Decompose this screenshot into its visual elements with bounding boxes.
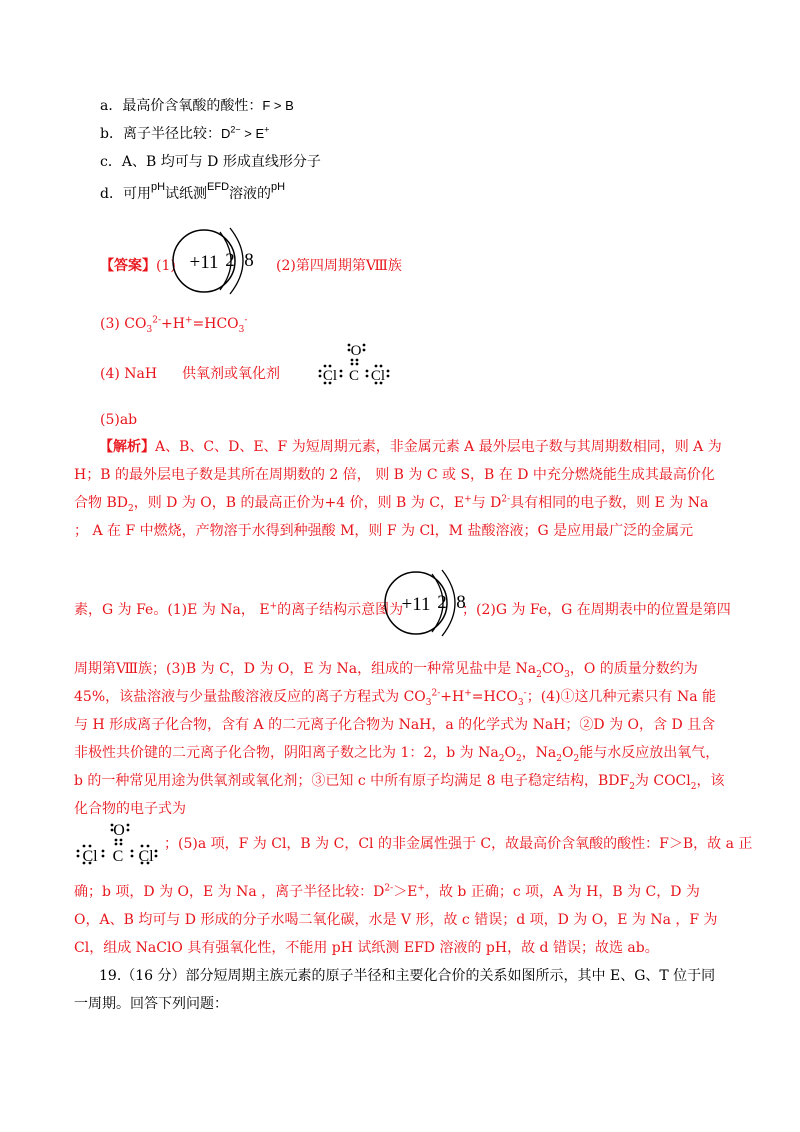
analysis-p1-sub: 2 [127,503,134,514]
analysis-p4: ；(5)a 项，F 为 Cl，B 为 C，Cl 的非金属性强于 C，故最高价含氧酸的酸性：F＞B，故 a 正 [164,836,753,852]
option-b-e-sup: + [264,124,270,135]
option-b-d-sup: 2− [230,124,241,135]
answer-part3 [100,314,247,334]
analysis-p3-sub7: 2 [556,753,563,764]
shell1-electrons: 2 [225,250,235,271]
option-a-expr: F > B [262,98,294,113]
analysis-p1-sup1: + [464,494,472,505]
analysis-p1: A、B、C、D、E、F 为短周期元素，非金属元素 A 最外层电子数与其周期数相同，则 A 为 H；B 的最外层电子数是其所在周期数的 2 倍， 则 B 为 C 或 S，B 在 D 中充分燃烧能生成其最高价化合物 BD [74,439,722,511]
shell2-electrons-2: 8 [456,592,466,613]
analysis-p3-sup3: 2- [431,688,441,699]
option-d-efd: EFD [207,181,230,193]
analysis-p5-a: 确；b 项，D 为 O，E 为 Na ，离子半径比较：D [74,884,385,900]
analysis-para-3 [74,655,726,823]
option-d-p1: d．可用 [100,186,151,202]
analysis-p3-a: 周期第Ⅷ族；(3)B 为 C，D 为 O，E 为 Na，组成的一种常见盐中是 Na [74,661,537,677]
analysis-p5-sup1: 2- [384,883,394,894]
analysis-p3-sub5: 2 [498,753,505,764]
answer-part4: (4) NaH [100,366,158,382]
analysis-para-1 [74,433,726,545]
ion-structure-diagram-1 [170,226,270,298]
analysis-p3-sub3: 3 [425,697,432,708]
answer-part3-sup: 2- [152,315,161,326]
answer-part1-num: (1) [156,258,176,274]
analysis-p3-i: O [562,745,574,761]
option-c: c．A、B 均可与 D 形成直线形分子 [100,154,321,170]
analysis-p2-sup: + [269,601,278,612]
answer-part5: (5)ab [100,412,138,428]
analysis-p5-c: ，故 b 正确；c 项，A 为 H，B 为 C，D 为 O，A、B 均可与 D 形成的分子水喝二氧化碳，水是 V 形，故 c 错误；d 项，D 为 O，E 为 Na ，F 为 Cl，组成 NaClO 具有强氧化性，不能用 pH 试纸测 EFD 溶液的 pH，故 d 错误；故选 ab。 [74,884,718,956]
lewis2-cl-left: Cl [82,848,98,865]
analysis-label: 【解析】 [99,439,155,455]
shell2-electrons: 8 [244,250,254,271]
option-a-text: a．最高价含氧酸的酸性： [100,98,263,114]
analysis-p3-f: ；(4)①这几种元素只有 Na 能与 H 形成离子化合物，含有 A 的二元离子化合物为 NaH，a 的化学式为 NaH；②D 为 O，含 D 且含非极性共价键的二元离子化合物，阴阳离子数之比为 1：2，b 为 Na [74,689,717,761]
lewis2-c: C [112,848,124,865]
analysis-p3-b: CO [541,661,565,677]
analysis-para-5 [74,878,726,962]
analysis-p5-sup2: + [417,883,425,894]
lewis-o: O [350,343,362,359]
lewis-cl-left: Cl [322,368,338,384]
option-d-ph1: pH [150,181,166,193]
analysis-p2-line [74,600,403,620]
analysis-p1-sup2: 2- [501,494,511,505]
lewis2-o: O [113,822,125,839]
analysis-p3-sub1: 2 [536,669,542,680]
answer-label [100,256,176,276]
analysis-p3-sub10: 2 [690,781,697,792]
option-d-p3: 溶液的 [229,186,272,202]
shell1-electrons-2: 2 [437,592,447,613]
analysis-p3-sub4: 3 [517,697,524,708]
option-d [100,181,286,205]
option-d-ph2: pH [271,181,286,193]
analysis-p3-k: 为 COCl [634,773,691,789]
question-19: 19.（16 分）部分短周期主族元素的原子半径和主要化合价的关系如图所示，其中 E、G、T 位于同一周期。回答下列问题： [74,968,716,1012]
analysis-p2-c: ；(2)G 为 Fe，G 在周期表中的位置是第四 [462,602,731,618]
option-d-p2: 试纸测 [165,186,208,202]
option-b-d: D [220,126,231,141]
analysis-p1-d: 具有相同的电子数，则 E 为 Na ； A 在 F 中燃烧，产物溶于水得到种强酸 M，则 F 为 Cl，M 盐酸溶液；G 是应用最广泛的金属元 [74,495,709,539]
answer-part3-c: =HCO [192,316,239,332]
analysis-p3-sub9: 2 [629,781,635,792]
answer-label-text: 【答案】 [100,258,156,274]
nucleus-charge-2: +11 [401,594,431,615]
analysis-p3-sub2: 3 [564,669,570,680]
answer-part4-use: 供氧剂或氧化剂 [182,366,280,382]
analysis-p3-sup5: - [523,688,527,699]
lewis-cl-right: Cl [370,368,386,384]
analysis-p3-l: ，该化合物的电子式为 [74,773,725,817]
option-b-text: b．离子半径比较： [100,126,221,142]
answer-part3-b: +H [161,316,185,332]
option-a [100,96,294,116]
analysis-p3-e: =HCO [471,689,518,705]
analysis-p5-b: ＞E [393,884,418,900]
option-b-gt: > E [240,126,265,141]
analysis-p2-b: 的离子结构示意图为 [277,602,404,618]
analysis-p3-sub8: 2 [573,753,580,764]
answer-part2: (2)第四周期第Ⅷ族 [276,258,402,274]
analysis-p3-c: ，O 的质量分数约为 45%，该盐溶液与少量盐酸溶液反应的离子方程式为 CO [74,661,698,705]
option-b [100,124,269,144]
answer-part3-sub2: 3 [238,324,245,335]
nucleus-charge: +11 [189,252,219,273]
answer-part3-sup3: - [244,315,248,326]
analysis-p1-b: ，则 D 为 O，B 的最高正价为+4 价，则 B 为 C，E [133,495,465,511]
analysis-p2-a: 素，G 为 Fe。(1)E 为 Na， E [74,602,270,618]
analysis-p1-c: 与 D [471,495,502,511]
analysis-p3-sup4: + [464,688,472,699]
answer-part3-sup2: + [184,315,193,326]
analysis-p3-j: 能与水反应放出氧气，b 的一种常见用途为供氧剂或氧化剂；③已知 c 中所有原子均满足 8 电子稳定结构，BDF [74,745,720,789]
analysis-p3-h: ，Na [521,745,557,761]
lewis-c: C [348,368,360,384]
analysis-p3-sub6: 2 [515,753,522,764]
analysis-p3-g: O [504,745,516,761]
analysis-p3-d: +H [440,689,465,705]
lewis2-cl-right: Cl [138,848,154,865]
answer-part3-sub: 3 [146,324,153,335]
answer-part3-a: (3) CO [100,316,147,332]
cocl2-lewis-structure-2 [74,818,166,868]
cocl2-lewis-structure-1 [312,338,392,388]
